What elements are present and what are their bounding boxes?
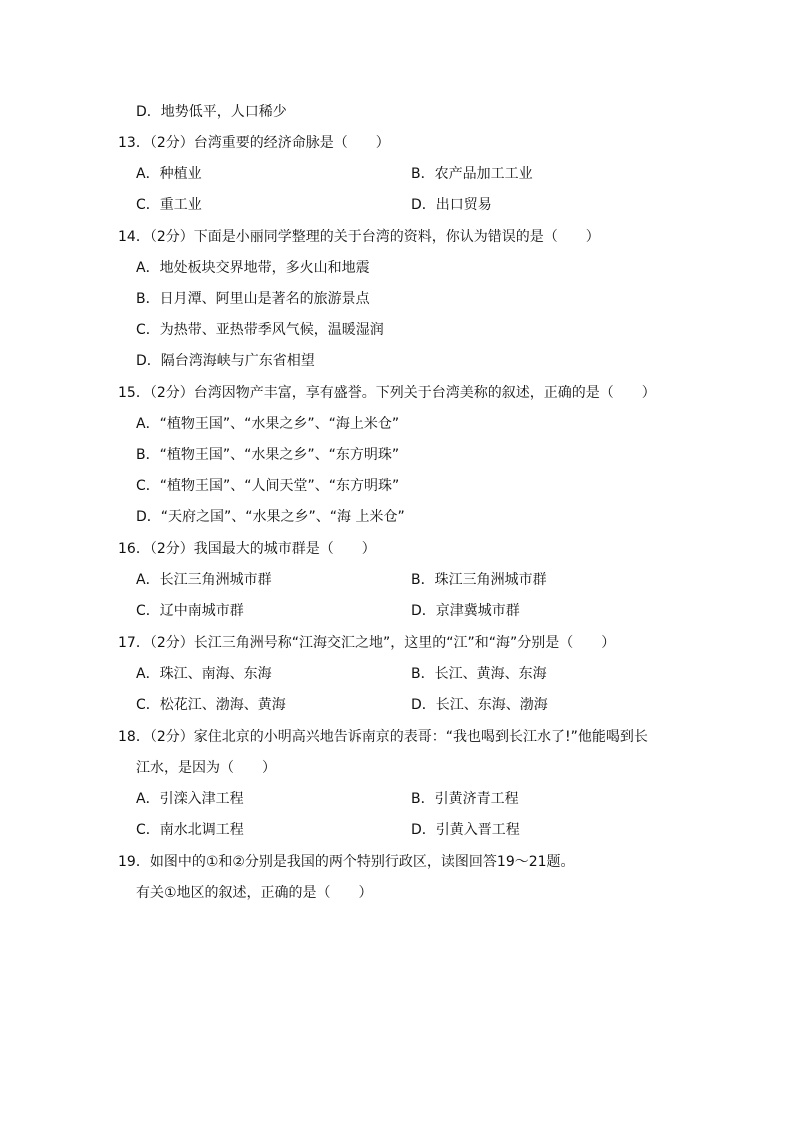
q19-stem: 19．如图中的①和②分别是我国的两个特别行政区，读图回答19～21题。 [118,854,575,870]
q16-option-b: B．珠江三角洲城市群 [411,572,547,588]
q14-option-c: C．为热带、亚热带季风气候，温暖湿润 [136,322,384,338]
q16-option-c: C．辽中南城市群 [136,603,244,619]
q14-option-d: D．隔台湾海峡与广东省相望 [136,353,315,369]
q12-option-d: D．地势低平，人口稀少 [136,104,287,120]
q15-option-a: A．“植物王国”、“水果之乡”、“海上米仓” [136,416,400,432]
q17-option-b: B．长江、黄海、东海 [411,666,547,682]
q13-stem: 13．（2分）台湾重要的经济命脉是（ ） [118,135,390,151]
q15-stem: 15．（2分）台湾因物产丰富，享有盛誉。下列关于台湾美称的叙述，正确的是（ ） [118,385,656,401]
q15-option-d: D．“天府之国”、“水果之乡”、“海 上米仓” [136,509,405,525]
q15-option-c: C．“植物王国”、“人间天堂”、“东方明珠” [136,478,400,494]
q14-option-b: B．日月潭、阿里山是著名的旅游景点 [136,291,370,307]
q17-option-a: A．珠江、南海、东海 [136,666,272,682]
q15-option-b: B．“植物王国”、“水果之乡”、“东方明珠” [136,447,400,463]
q17-option-d: D．长江、东海、渤海 [411,697,548,713]
q13-option-b: B．农产品加工工业 [411,166,533,182]
q14-option-a: A．地处板块交界地带，多火山和地震 [136,260,370,276]
q13-option-c: C．重工业 [136,197,202,213]
q13-option-a: A．种植业 [136,166,202,182]
q16-stem: 16．（2分）我国最大的城市群是（ ） [118,541,376,557]
q18-option-d: D．引黄入晋工程 [411,822,520,838]
q18-option-b: B．引黄济青工程 [411,791,519,807]
q16-option-d: D．京津冀城市群 [411,603,520,619]
q14-stem: 14．（2分）下面是小丽同学整理的关于台湾的资料，你认为错误的是（ ） [118,229,600,245]
q17-stem: 17．（2分）长江三角洲号称“江海交汇之地”，这里的“江”和“海”分别是（ ） [118,635,616,651]
q13-option-d: D．出口贸易 [411,197,492,213]
q18-stem-line1: 18．（2分）家住北京的小明高兴地告诉南京的表哥：“我也喝到长江水了!”他能喝到长 [118,729,648,745]
q18-option-a: A．引滦入津工程 [136,791,244,807]
q19-sub-stem: 有关①地区的叙述，正确的是（ ） [136,885,373,901]
q18-stem-line2: 江水，是因为（ ） [136,760,276,776]
q17-option-c: C．松花江、渤海、黄海 [136,697,286,713]
q16-option-a: A．长江三角洲城市群 [136,572,272,588]
q18-option-c: C．南水北调工程 [136,822,244,838]
